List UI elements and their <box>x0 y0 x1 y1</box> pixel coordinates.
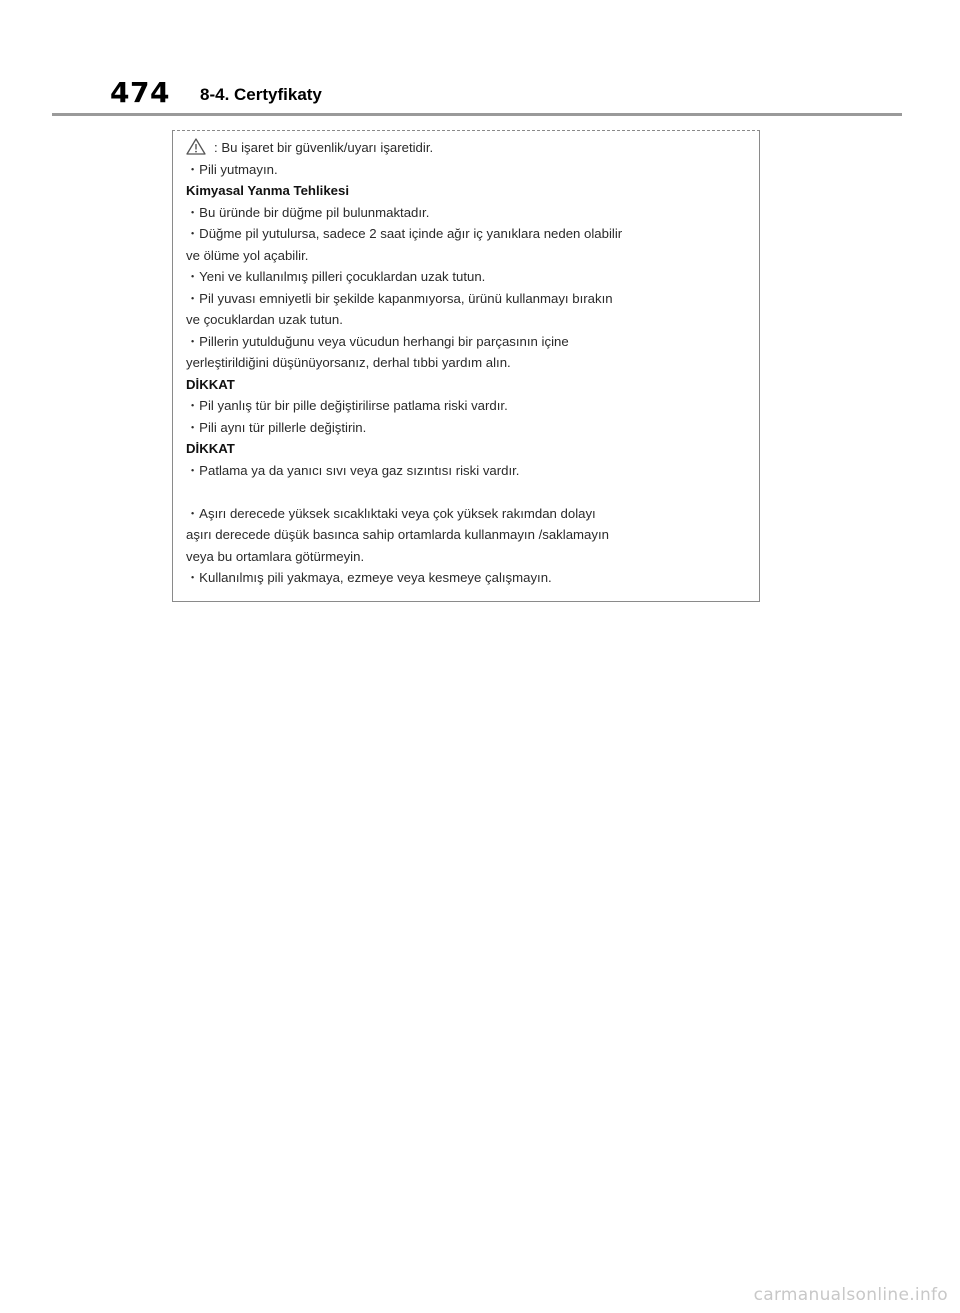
text-line: ve ölüme yol açabilir. <box>186 247 309 263</box>
text-line: ・Kullanılmış pili yakmaya, ezmeye veya kesmeye çalışmayın. <box>186 570 552 585</box>
text-line: ve çocuklardan uzak tutun. <box>186 312 343 327</box>
heading-caution: DİKKAT <box>186 376 235 392</box>
section-title: 8-4. Certyfikaty <box>200 85 322 104</box>
warning-symbol-line <box>186 137 756 159</box>
text-line: yerleştirildiğini düşünüyorsanız, derhal tıbbi yardım alın. <box>186 355 511 370</box>
battery-warning-text <box>186 137 756 589</box>
text-line: ・Aşırı derecede yüksek sıcaklıktaki veya çok yüksek rakımdan dolayı <box>186 505 596 521</box>
text-line: ・Pili yutmayın. <box>186 161 278 177</box>
footer-watermark: carmanualsonline.info <box>753 1285 948 1305</box>
text-line: ・Pili aynı tür pillerle değiştirin. <box>186 419 367 435</box>
text-line: ・Pillerin yutulduğunu veya vücudun herhangi bir parçasının içine <box>186 333 569 349</box>
text-line: ・Patlama ya da yanıcı sıvı veya gaz sızıntısı riski vardır. <box>186 462 520 478</box>
text-line: ・Yeni ve kullanılmış pilleri çocuklardan uzak tutun. <box>186 269 486 284</box>
blank-line <box>186 481 756 503</box>
text-line: ・Pil yanlış tür bir pille değiştirilirse patlama riski vardır. <box>186 398 508 413</box>
text-line: ・Pil yuvası emniyetli bir şekilde kapanmıyorsa, ürünü kullanmayı bırakın <box>186 290 613 306</box>
text-line: ・Düğme pil yutulursa, sadece 2 saat içinde ağır iç yanıklara neden olabilir <box>186 226 623 241</box>
warning-triangle-icon <box>186 138 206 162</box>
text-line: aşırı derecede düşük basınca sahip ortamlarda kullanmayın /saklamayın <box>186 527 609 542</box>
heading-caution: DİKKAT <box>186 441 235 456</box>
text-line: ・Bu üründe bir düğme pil bulunmaktadır. <box>186 204 430 220</box>
header-divider <box>52 113 902 116</box>
page-number: 474 <box>110 76 170 109</box>
text-line: veya bu ortamlara götürmeyin. <box>186 548 365 564</box>
warning-symbol-text: : Bu işaret bir güvenlik/uyarı işaretidir. <box>214 140 434 155</box>
heading-chemical-burn: Kimyasal Yanma Tehlikesi <box>186 183 349 198</box>
